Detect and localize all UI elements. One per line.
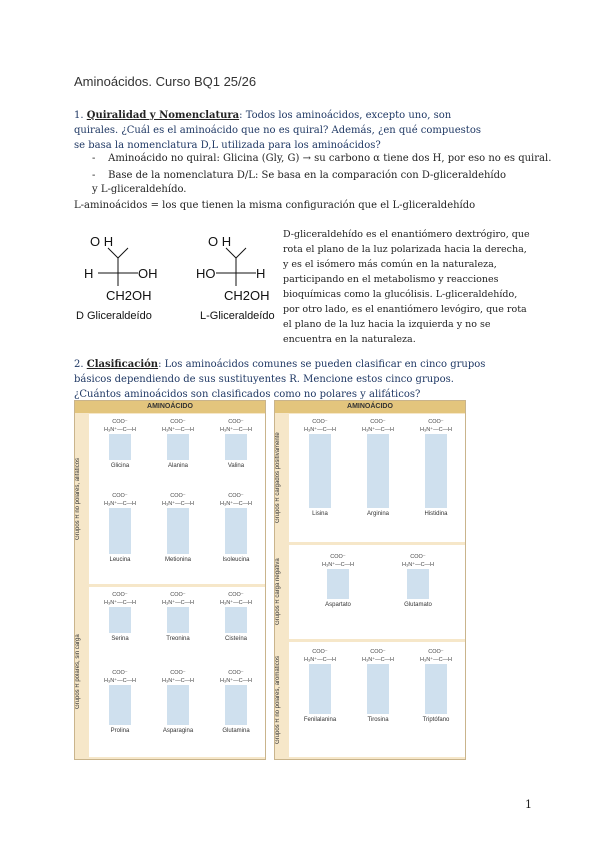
negative-cells xyxy=(289,545,465,639)
q1-heading: Quiralidad y Nomenclatura xyxy=(86,110,240,121)
nonpolar-cells xyxy=(89,414,265,584)
aa-lisina: COO⁻ H₃N⁺—C—H Lisina xyxy=(303,419,337,517)
aa-treonina: COO⁻ H₃N⁺—C—H Treonina xyxy=(161,592,195,642)
document-title: Aminoácidos. Curso BQ1 25/26 xyxy=(74,74,257,89)
table-header-right: AMINOÁCIDO xyxy=(275,401,465,413)
aa-isoleucina: COO⁻ H₃N⁺—C—H Isoleucina xyxy=(219,493,253,563)
q2-text: : Los aminoácidos comunes se pueden clasificar en cinco grupos básicos dependiendo de sus sustituyentes R. Mencione estos cinco grupos. ¿Cuántos aminoácidos son clasificados como no polares y alifáticos? xyxy=(74,359,486,400)
aa-metionina: COO⁻ H₃N⁺—C—H Metionina xyxy=(161,493,195,563)
q2-heading: Clasificación xyxy=(86,359,159,370)
aminoacid-table-right xyxy=(274,400,466,760)
group-label-positive: Grupos R cargados positivamente xyxy=(275,432,281,524)
aa-prolina: COO⁻ H₃N⁺—C—H Prolina xyxy=(103,670,137,734)
aa-fenilalanina: COO⁻ H₃N⁺—C—H Fenilalanina xyxy=(303,649,337,723)
d-glyceraldehyde-label: D Gliceraldeído xyxy=(76,310,152,322)
aa-glicina: COO⁻ H₃N⁺—C—H Glicina xyxy=(103,419,137,469)
group-label-nonpolar: Grupos R no polares, alifáticos xyxy=(75,457,81,541)
aa-alanina: COO⁻ H₃N⁺—C—H Alanina xyxy=(161,419,195,469)
aa-tirosina: COO⁻ H₃N⁺—C—H Tirosina xyxy=(361,649,395,723)
group-label-aromatic: Grupos R no polares, aromáticos xyxy=(275,655,281,744)
l-glyceraldehyde-label: L-Gliceraldeído xyxy=(200,310,275,322)
aromatic-cells xyxy=(289,642,465,757)
table-header: AMINOÁCIDO xyxy=(75,401,265,413)
aminoacid-table-left xyxy=(74,400,266,760)
question-1 xyxy=(74,108,494,153)
page-number: 1 xyxy=(525,798,532,811)
aa-arginina: COO⁻ H₃N⁺—C—H Arginina xyxy=(361,419,395,517)
group-label-polar: Grupos R polares, sin carga xyxy=(75,634,81,710)
aa-leucina: COO⁻ H₃N⁺—C—H Leucina xyxy=(103,493,137,563)
question-2: 2. Clasificación: Los aminoácidos comunes se pueden clasificar en cinco grupos básicos dependiendo de sus sustituyentes R. Mencione estos cinco grupos. ¿Cuántos aminoácidos son clasificados como no polares y alifáticos? xyxy=(74,359,486,400)
bullet-1: - Aminoácido no quiral: Glicina (Gly, G) → su carbono α tiene dos H, por eso no es quiral. xyxy=(92,153,552,164)
l-glyceraldehyde-structure: O H HO H CH2OH L-Gliceraldeído xyxy=(196,228,286,321)
q1-text: : Todos los aminoácidos, excepto uno, son quirales. ¿Cuál es el aminoácido que no es quiral? Además, ¿en qué compuestos se basa la nomenclatura D,L utilizada para los aminoácidos? xyxy=(74,110,481,151)
aa-glutamina: COO⁻ H₃N⁺—C—H Glutamina xyxy=(219,670,253,734)
aa-histidina: COO⁻ H₃N⁺—C—H Histidina xyxy=(419,419,453,517)
aa-triptofano: COO⁻ H₃N⁺—C—H Triptófano xyxy=(419,649,453,723)
bullet-2: - Base de la nomenclatura D/L: Se basa en la comparación con D-gliceraldehído y L-gliceraldehído. xyxy=(92,170,507,195)
positive-cells xyxy=(289,414,465,542)
glyceraldehyde-explanation: D-gliceraldehído es el enantiómero dextrógiro, que rota el plano de la luz polarizada hacia la derecha, y es el isómero más común en la naturaleza, participando en el metabolismo y reacciones bioquímicas como la glucólisis. L-gliceraldehído, por otro lado, es el enantiómero levógiro, que rota el plano de la luz hacia la izquierda y no se encuentra en la naturaleza. xyxy=(283,229,530,345)
aa-asparagina: COO⁻ H₃N⁺—C—H Asparagina xyxy=(161,670,195,734)
aa-glutamato: COO⁻ H₃N⁺—C—H Glutamato xyxy=(401,554,435,608)
group-label-negative: Grupos R carga negativa xyxy=(275,558,281,626)
polar-cells xyxy=(89,587,265,757)
aa-aspartato: COO⁻ H₃N⁺—C—H Aspartato xyxy=(321,554,355,608)
aa-serina: COO⁻ H₃N⁺—C—H Serina xyxy=(103,592,137,642)
aa-valina: COO⁻ H₃N⁺—C—H Valina xyxy=(219,419,253,469)
l-aminoacid-note: L-aminoácidos = los que tienen la misma configuración que el L-gliceraldehído xyxy=(74,200,476,211)
d-glyceraldehyde-structure: O H H OH CH2OH D Gliceraldeído xyxy=(78,228,168,321)
aa-cisteina: COO⁻ H₃N⁺—C—H Cisteína xyxy=(219,592,253,642)
q1-number: 1. xyxy=(74,110,87,121)
